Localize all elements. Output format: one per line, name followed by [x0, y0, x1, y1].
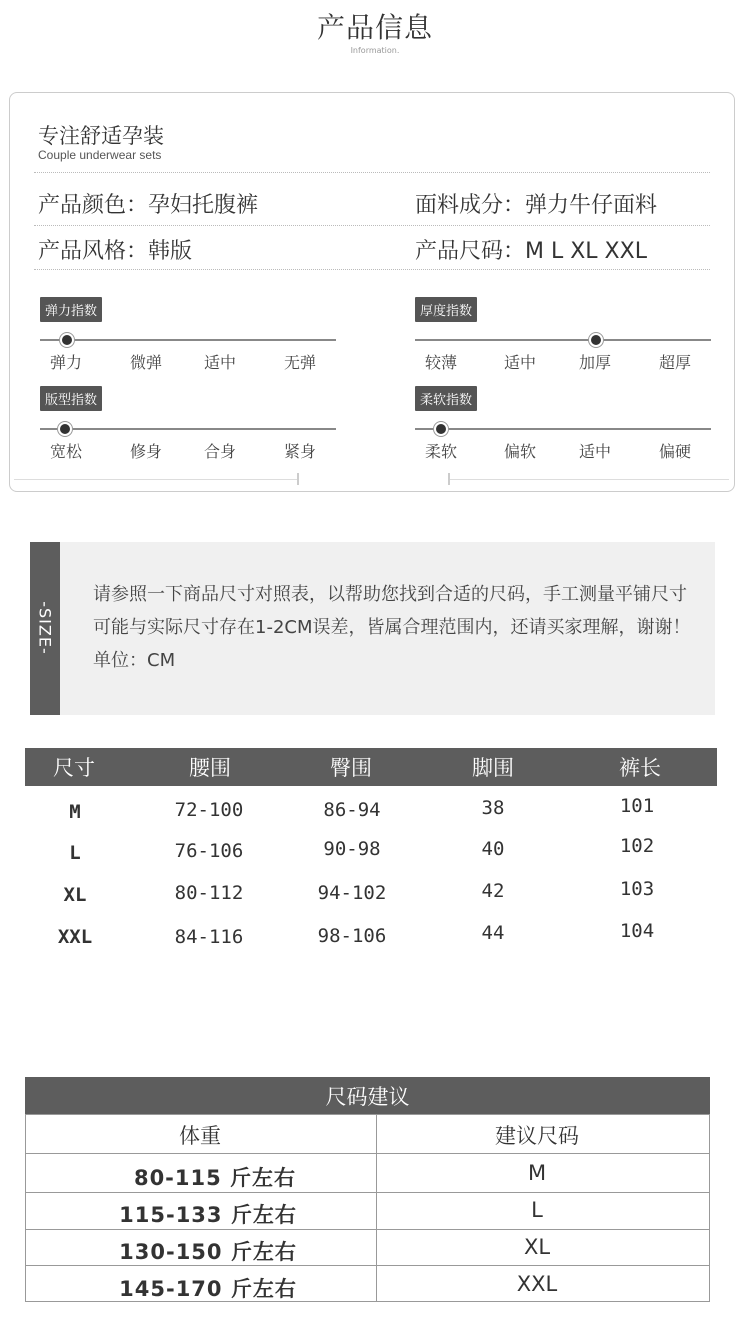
- style-label: 产品风格：: [38, 239, 149, 264]
- table-cell: 90-98: [323, 838, 381, 860]
- table-divider: [25, 1153, 710, 1154]
- scale-level: 柔软: [424, 442, 457, 461]
- table-cell: 72-100: [174, 799, 244, 821]
- scale-level: 适中: [503, 353, 536, 372]
- size-table-header-cell: 尺寸: [53, 756, 95, 780]
- scale-level: 合身: [203, 442, 236, 461]
- scale-level: 加厚: [578, 353, 611, 372]
- size-label: 产品尺码：: [415, 239, 526, 264]
- section-title: 产品信息: [316, 11, 433, 44]
- table-cell: 94-102: [317, 882, 387, 904]
- table-divider: [25, 1229, 710, 1230]
- scale-level: 修身: [129, 442, 162, 461]
- fit-knob: [58, 422, 72, 436]
- table-cell: 86-94: [323, 799, 381, 821]
- table-cell: XL: [63, 884, 87, 906]
- fabric-value: 弹力牛仔面料: [525, 193, 658, 218]
- color-label: 产品颜色：: [38, 193, 149, 218]
- decor-tick: [297, 473, 299, 485]
- size-note-text: 请参照一下商品尺寸对照表，以帮助您找到合适的尺码，手工测量平铺尺寸可能与实际尺寸存在1-2CM误差，皆属合理范围内，还请买家理解，谢谢！单位：CM: [93, 584, 691, 671]
- table-cell: 76-106: [174, 840, 244, 862]
- scale-level: 偏硬: [658, 442, 691, 461]
- softness-knob: [434, 422, 448, 436]
- table-cell: 84-116: [174, 926, 244, 948]
- table-cell: XXL: [57, 926, 93, 948]
- decor-line: [449, 479, 729, 480]
- size-table-header-cell: 腰围: [189, 756, 231, 780]
- scale-level: 无弹: [283, 353, 316, 372]
- recommend-title: 尺码建议: [325, 1085, 410, 1109]
- style-value: 韩版: [148, 239, 193, 264]
- table-cell: L: [531, 1198, 543, 1222]
- table-cell: 104: [619, 920, 655, 942]
- size-info: [415, 234, 647, 265]
- card-title: 专注舒适孕装: [38, 124, 164, 148]
- recommend-header-cell: 建议尺码: [495, 1124, 579, 1148]
- table-cell: 80-115 斤左右: [133, 1166, 297, 1190]
- scale-level: 紧身: [283, 442, 316, 461]
- scale-level: 适中: [578, 442, 611, 461]
- table-cell: M: [527, 1161, 547, 1185]
- recommend-header-cell: 体重: [179, 1124, 221, 1148]
- size-table-header-cell: 臀围: [330, 756, 372, 780]
- thickness-scale: [415, 339, 711, 341]
- fit-tag: 版型指数: [40, 386, 102, 411]
- decor-tick: [448, 473, 450, 485]
- table-cell: M: [69, 801, 81, 823]
- softness-scale: [415, 428, 711, 430]
- table-cell: 80-112: [174, 882, 244, 904]
- table-cell: 103: [619, 878, 655, 900]
- scale-level: 较薄: [424, 353, 457, 372]
- divider: [34, 269, 710, 270]
- table-cell: 130-150 斤左右: [119, 1240, 297, 1264]
- table-cell: 42: [481, 880, 505, 902]
- table-cell: 101: [619, 795, 655, 817]
- table-cell: 40: [481, 838, 505, 860]
- color-value: 孕妇托腹裤: [148, 193, 259, 218]
- size-side-label: -SIZE-: [35, 601, 55, 655]
- thickness-knob: [589, 333, 603, 347]
- size-table-header-cell: 脚围: [472, 756, 514, 780]
- card-subtitle: Couple underwear sets: [38, 148, 162, 162]
- table-cell: 145-170 斤左右: [119, 1277, 297, 1301]
- elasticity-scale: [40, 339, 336, 341]
- size-table-header-cell: 裤长: [619, 756, 661, 780]
- table-cell: 38: [481, 797, 505, 819]
- table-cell: 102: [619, 835, 655, 857]
- scale-level: 适中: [203, 353, 236, 372]
- table-cell: 44: [481, 922, 505, 944]
- divider: [34, 225, 710, 226]
- decor-line: [14, 479, 299, 480]
- elasticity-tag: 弹力指数: [40, 297, 102, 322]
- elasticity-knob: [60, 333, 74, 347]
- scale-level: 微弹: [129, 353, 162, 372]
- scale-level: 偏软: [503, 442, 536, 461]
- size-value: M L XL XXL: [525, 239, 647, 264]
- fabric-label: 面料成分：: [415, 193, 526, 218]
- softness-tag: 柔软指数: [415, 386, 477, 411]
- scale-level: 超厚: [658, 353, 691, 372]
- table-cell: L: [69, 842, 81, 864]
- fabric-info: [415, 188, 657, 219]
- divider: [34, 172, 710, 173]
- table-divider: [25, 1192, 710, 1193]
- section-subtitle: Information.: [350, 46, 400, 55]
- scale-level: 弹力: [49, 353, 82, 372]
- scale-level: 宽松: [49, 442, 82, 461]
- fit-scale: [40, 428, 336, 430]
- table-cell: XXL: [516, 1272, 558, 1296]
- thickness-tag: 厚度指数: [415, 297, 477, 322]
- table-cell: 98-106: [317, 925, 387, 947]
- table-cell: 115-133 斤左右: [119, 1203, 297, 1227]
- style-info: [38, 234, 192, 265]
- table-cell: XL: [523, 1235, 551, 1259]
- color-info: [38, 188, 258, 219]
